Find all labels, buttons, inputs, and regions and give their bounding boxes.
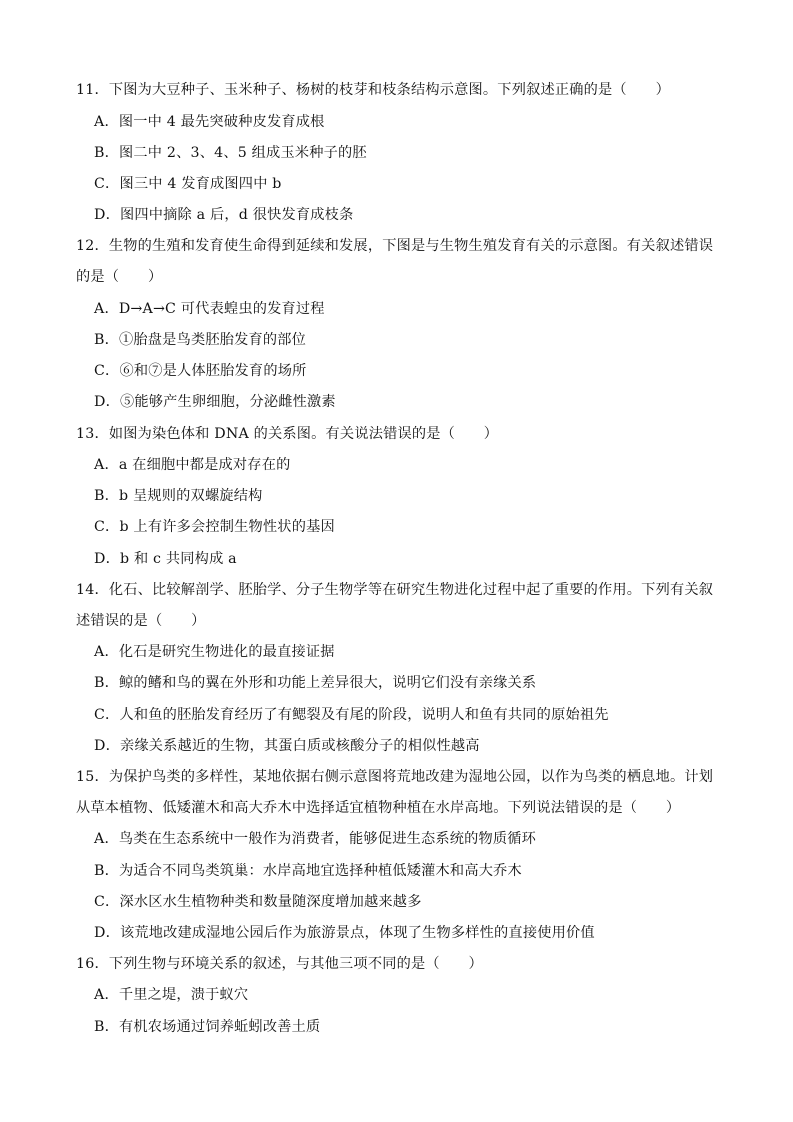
question-11-option-d: D．图四中摘除 a 后，d 很快发育成枝条 [94, 207, 354, 223]
question-13-option-d: D．b 和 c 共同构成 a [94, 551, 237, 567]
question-11-option-b: B．图二中 2、3、4、5 组成玉米种子的胚 [94, 145, 367, 161]
question-12-stem-line-2: 的是（ ） [76, 269, 163, 285]
question-16-stem: 16．下列生物与环境关系的叙述，与其他三项不同的是（ ） [76, 956, 483, 972]
question-16-option-a: A．千里之堤，溃于蚁穴 [94, 987, 249, 1003]
question-12-option-a: A．D→A→C 可代表蝗虫的发育过程 [94, 301, 325, 317]
question-16-option-b: B．有机农场通过饲养蚯蚓改善土质 [94, 1019, 321, 1035]
question-15-stem-line-2: 从草本植物、低矮灌木和高大乔木中选择适宜植物种植在水岸高地。下列说法错误的是（ ） [76, 800, 681, 816]
question-14-option-a: A．化石是研究生物进化的最直接证据 [94, 644, 335, 660]
question-15-option-b: B．为适合不同鸟类筑巢：水岸高地宜选择种植低矮灌木和高大乔木 [94, 863, 522, 879]
question-13-stem: 13．如图为染色体和 DNA 的关系图。有关说法错误的是（ ） [76, 426, 499, 442]
question-11-option-c: C．图三中 4 发育成图四中 b [94, 176, 282, 192]
question-15-option-c: C．深水区水生植物种类和数量随深度增加越来越多 [94, 894, 422, 910]
question-12-option-c: C．⑥和⑦是人体胚胎发育的场所 [94, 363, 307, 379]
question-12-option-b: B．①胎盘是鸟类胚胎发育的部位 [94, 332, 307, 348]
question-11-stem: 11．下图为大豆种子、玉米种子、杨树的枝芽和枝条结构示意图。下列叙述正确的是（ ） [76, 82, 670, 98]
question-15-option-d: D．该荒地改建成湿地公园后作为旅游景点，体现了生物多样性的直接使用价值 [94, 925, 595, 941]
question-15-option-a: A．鸟类在生态系统中一般作为消费者，能够促进生态系统的物质循环 [94, 831, 537, 847]
question-14-stem-line-1: 14．化石、比较解剖学、胚胎学、分子生物学等在研究生物进化过程中起了重要的作用。下列有关叙 [76, 582, 714, 598]
question-14-stem-line-2: 述错误的是（ ） [76, 613, 206, 629]
question-15-stem-line-1: 15．为保护鸟类的多样性，某地依据右侧示意图将荒地改建为湿地公园，以作为鸟类的栖息地。计划 [76, 769, 714, 785]
question-14-option-c: C．人和鱼的胚胎发育经历了有鳃裂及有尾的阶段，说明人和鱼有共同的原始祖先 [94, 707, 609, 723]
question-14-option-b: B．鲸的鳍和鸟的翼在外形和功能上差异很大，说明它们没有亲缘关系 [94, 675, 537, 691]
question-11-option-a: A．图一中 4 最先突破种皮发育成根 [94, 114, 325, 130]
question-13-option-a: A．a 在细胞中都是成对存在的 [94, 457, 291, 473]
question-13-option-c: C．b 上有许多会控制生物性状的基因 [94, 519, 335, 535]
question-12-stem-line-1: 12．生物的生殖和发育使生命得到延续和发展，下图是与生物生殖发育有关的示意图。有关叙述错误 [76, 238, 714, 254]
question-14-option-d: D．亲缘关系越近的生物，其蛋白质或核酸分子的相似性越高 [94, 738, 480, 754]
question-12-option-d: D．⑤能够产生卵细胞，分泌雌性激素 [94, 394, 336, 410]
question-13-option-b: B．b 呈规则的双螺旋结构 [94, 488, 263, 504]
